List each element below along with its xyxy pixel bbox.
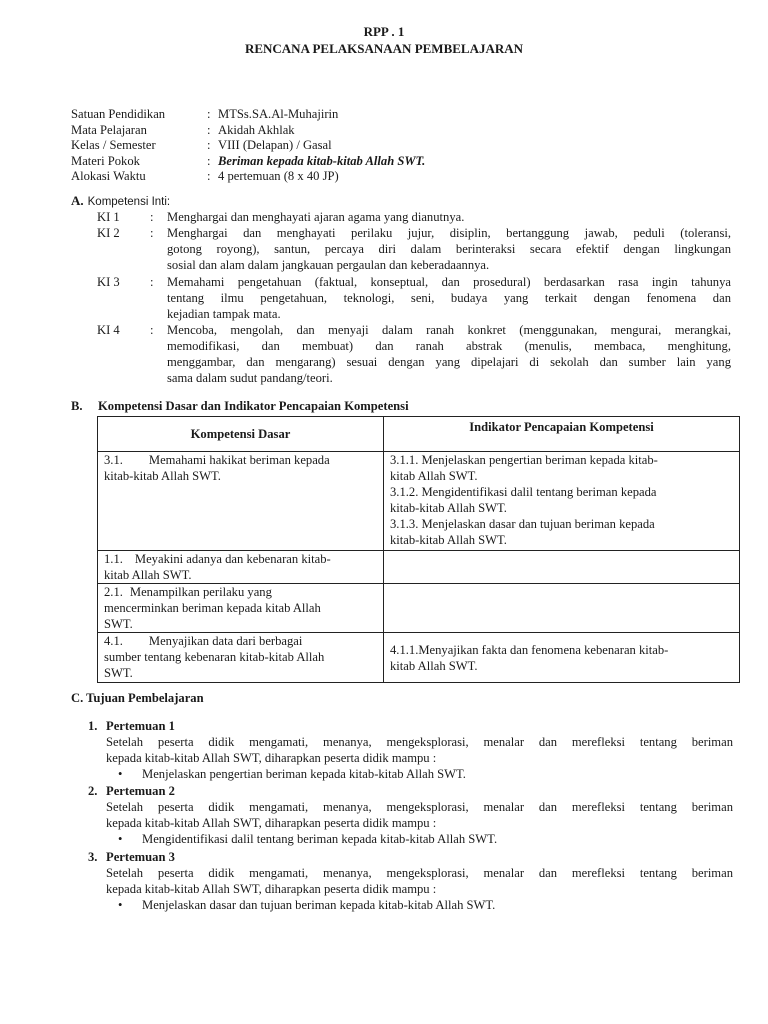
table-row	[98, 633, 740, 683]
ki-colon: :	[150, 323, 154, 337]
ki-text	[167, 322, 731, 386]
kd-text: Menampilkan perilaku yang	[129, 585, 272, 599]
kd-number: 1.1.	[104, 552, 123, 566]
kd-text: Menyajikan data dari berbagai	[148, 634, 303, 648]
kd-table	[97, 416, 740, 683]
indicator-line: kitab Allah SWT.	[390, 469, 478, 483]
ki-line: Mencoba, mengolah, dan menyaji dalam ranah konkret (menggunakan, mengurai, merangkai,	[167, 323, 731, 337]
meeting-3	[88, 849, 733, 913]
ki-code: KI 1	[97, 210, 120, 224]
meeting-number: 1.	[88, 719, 98, 733]
indicator-cell	[384, 633, 740, 683]
column-header-indicator: Indikator Pencapaian Kompetensi	[384, 417, 740, 452]
table-row	[98, 551, 740, 584]
section-title: Kompetensi Dasar dan Indikator Pencapaian Kompetensi	[98, 399, 409, 413]
info-colon: :	[207, 107, 211, 121]
kd-cell	[98, 633, 384, 683]
ki-line: tentang ilmu pengetahuan, teknologi, seni, budaya yang terkait dengan fenomena dan	[167, 291, 731, 305]
indicator-cell	[384, 452, 740, 551]
kd-line: kitab-kitab Allah SWT.	[104, 469, 221, 483]
column-header-kd: Kompetensi Dasar	[98, 417, 384, 452]
ki-text	[167, 274, 731, 322]
meeting-number: 2.	[88, 784, 98, 798]
info-value: Beriman kepada kitab-kitab Allah SWT.	[218, 153, 426, 168]
ki-colon: :	[150, 226, 154, 240]
kd-cell	[98, 584, 384, 633]
meeting-line: Setelah peserta didik mengamati, menanya, mengeksplorasi, menalar dan merefleksi tentang beriman	[106, 866, 733, 880]
meeting-2	[88, 783, 733, 847]
kd-line	[104, 551, 377, 567]
bullet-item	[118, 766, 733, 782]
ki-colon: :	[150, 210, 154, 224]
meeting-line: kepada kitab-kitab Allah SWT, diharapkan peserta didik mampu :	[106, 816, 437, 830]
meeting-1	[88, 718, 733, 782]
table-row	[98, 584, 740, 633]
ki-line: kejadian tampak mata.	[167, 307, 281, 321]
meeting-body	[106, 799, 733, 831]
kd-cell	[98, 452, 384, 551]
table-row	[98, 452, 740, 551]
info-label: Satuan Pendidikan	[71, 107, 166, 121]
meeting-line: Setelah peserta didik mengamati, menanya, mengeksplorasi, menalar dan merefleksi tentang beriman	[106, 735, 733, 749]
section-b-heading	[71, 398, 409, 414]
ki-line: Memahami pengetahuan (faktual, konseptual, dan prosedural) berdasarkan rasa ingin tahunya	[167, 275, 731, 289]
indicator-line: 4.1.1.Menyajikan fakta dan fenomena kebenaran kitab-	[390, 642, 669, 657]
bullet-text: Mengidentifikasi dalil tentang beriman kepada kitab-kitab Allah SWT.	[142, 832, 498, 846]
ki-code: KI 2	[97, 226, 120, 240]
indicator-line: kitab-kitab Allah SWT.	[390, 533, 507, 547]
kd-number: 4.1.	[104, 634, 123, 648]
meeting-number: 3.	[88, 850, 98, 864]
ki-code: KI 4	[97, 323, 120, 337]
kd-line: sumber tentang kebenaran kitab-kitab Allah	[104, 650, 325, 664]
document-subtitle: RENCANA PELAKSANAAN PEMBELAJARAN	[244, 41, 524, 56]
kd-number: 2.1.	[104, 585, 123, 599]
kd-text: Meyakini adanya dan kebenaran kitab-	[134, 552, 331, 566]
kd-line: SWT.	[104, 617, 133, 631]
ki-colon: :	[150, 275, 154, 289]
indicator-line: kitab-kitab Allah SWT.	[390, 501, 507, 515]
kd-line: mencerminkan beriman kepada kitab Allah	[104, 601, 321, 615]
meeting-heading	[88, 849, 733, 865]
kd-line	[104, 584, 377, 600]
kd-line	[104, 633, 377, 649]
meeting-body	[106, 734, 733, 766]
ki-line: sosial dan alam dalam jangkauan pergaulan dan keberadaannya.	[167, 258, 490, 272]
section-letter: A.	[71, 193, 84, 208]
bullet-text: Menjelaskan dasar dan tujuan beriman kepada kitab-kitab Allah SWT.	[142, 898, 496, 912]
bullet-icon: •	[118, 832, 123, 846]
indicator-line: kitab Allah SWT.	[390, 658, 478, 673]
info-value: MTSs.SA.Al-Muhajirin	[218, 107, 339, 121]
ki-line: menggambar, dan mengarang) sesuai dengan yang dipelajari di sekolah dan sumber lain yang	[167, 355, 731, 369]
info-value: Akidah Akhlak	[218, 122, 295, 137]
bullet-text: Menjelaskan pengertian beriman kepada kitab-kitab Allah SWT.	[142, 767, 466, 781]
ki-code: KI 3	[97, 275, 120, 289]
ki-line: memodifikasi, dan membuat) dan ranah abstrak (menulis, membaca, menghitung,	[167, 339, 731, 353]
meeting-title: Pertemuan 1	[106, 719, 175, 733]
meeting-heading	[88, 783, 733, 799]
indicator-cell	[384, 584, 740, 633]
ki-line: gotong royong), santun, percaya diri dalam berinteraksi secara efektif dengan lingkungan	[167, 242, 731, 256]
section-a-heading	[71, 193, 170, 210]
info-value: 4 pertemuan (8 x 40 JP)	[218, 169, 339, 183]
info-value: VIII (Delapan) / Gasal	[218, 138, 332, 152]
meeting-title: Pertemuan 3	[106, 850, 175, 864]
ki-text	[167, 225, 731, 273]
kd-text: Memahami hakikat beriman kepada	[148, 453, 330, 467]
table-header-row	[98, 417, 740, 452]
bullet-icon: •	[118, 898, 123, 912]
info-colon: :	[207, 138, 211, 152]
indicator-line: 3.1.1. Menjelaskan pengertian beriman kepada kitab-	[390, 453, 658, 467]
kd-number: 3.1.	[104, 453, 123, 467]
meeting-line: kepada kitab-kitab Allah SWT, diharapkan peserta didik mampu :	[106, 882, 437, 896]
indicator-line: 3.1.2. Mengidentifikasi dalil tentang beriman kepada	[390, 485, 657, 499]
meeting-line: kepada kitab-kitab Allah SWT, diharapkan peserta didik mampu :	[106, 751, 437, 765]
info-colon: :	[207, 153, 211, 168]
bullet-item	[118, 831, 733, 847]
info-label: Alokasi Waktu	[71, 169, 146, 183]
kd-line: SWT.	[104, 666, 133, 680]
meeting-line: Setelah peserta didik mengamati, menanya, mengeksplorasi, menalar dan merefleksi tentang beriman	[106, 800, 733, 814]
ki-line: Menghargai dan menghayati ajaran agama yang dianutnya.	[167, 210, 465, 224]
section-letter: B.	[71, 399, 83, 413]
meeting-title: Pertemuan 2	[106, 784, 175, 798]
section-title: Kompetensi Inti:	[87, 196, 171, 208]
bullet-item	[118, 897, 733, 913]
bullet-icon: •	[118, 767, 123, 781]
info-label: Materi Pokok	[71, 153, 140, 168]
meeting-heading	[88, 718, 733, 734]
kd-cell	[98, 551, 384, 584]
indicator-line: 3.1.3. Menjelaskan dasar dan tujuan beriman kepada	[390, 517, 655, 531]
ki-line: Menghargai dan menghayati perilaku jujur, disiplin, bertanggung jawab, peduli (toleransi,	[167, 226, 731, 240]
meeting-body	[106, 865, 733, 897]
ki-text	[167, 209, 731, 225]
section-c-heading: C. Tujuan Pembelajaran	[71, 691, 204, 705]
indicator-cell	[384, 551, 740, 584]
info-label: Mata Pelajaran	[71, 122, 147, 137]
document-title: RPP . 1	[363, 24, 405, 39]
ki-line: sama dalam sudut pandang/teori.	[167, 371, 333, 385]
info-label: Kelas / Semester	[71, 138, 156, 152]
info-colon: :	[207, 169, 211, 183]
kd-line: kitab Allah SWT.	[104, 568, 192, 582]
kd-line	[104, 452, 377, 468]
info-colon: :	[207, 122, 211, 137]
